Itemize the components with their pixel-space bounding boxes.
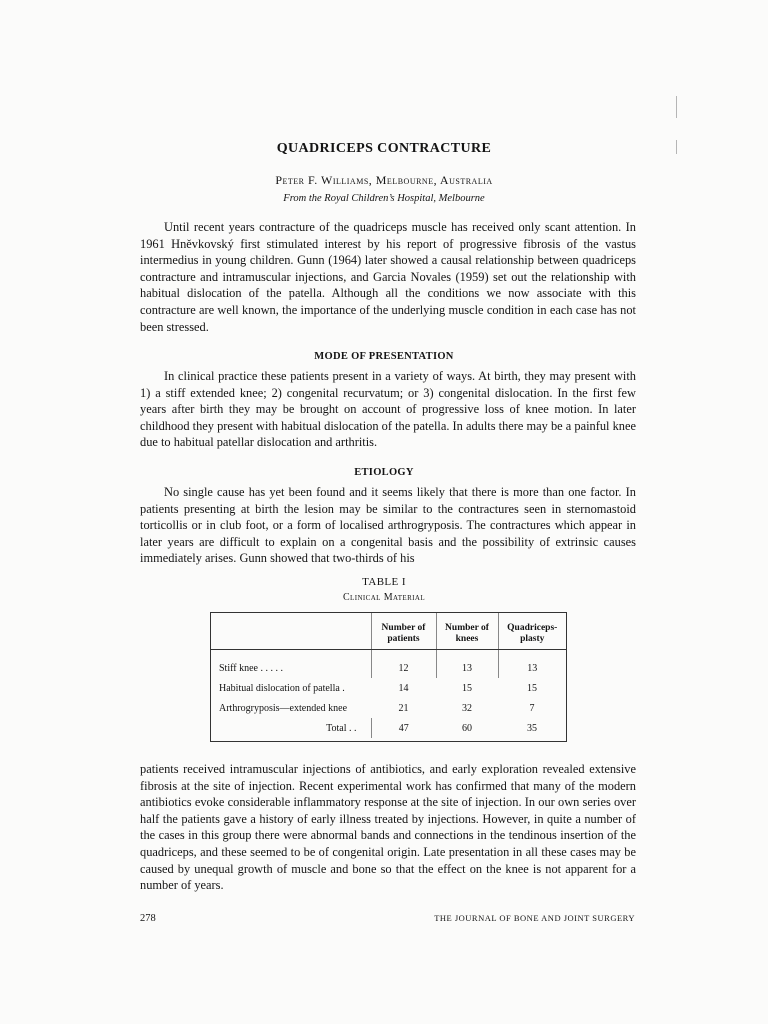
table-header-cell: Number of patients [371,613,436,650]
table-header-cell [211,613,371,650]
table-cell: 35 [527,722,537,734]
row-label: Stiff knee . . . . . [219,662,283,674]
section-heading: MODE OF PRESENTATION [314,351,454,362]
table-cell: 60 [462,722,472,734]
table-row [211,650,566,679]
scan-mark [676,96,677,118]
table-cell: 15 [527,682,537,694]
affiliation-line: From the Royal Children’s Hospital, Melbourne [283,193,485,204]
table-cell: 7 [529,702,535,714]
article-title: QUADRICEPS CONTRACTURE [276,141,492,156]
table-cell: 21 [398,702,409,714]
clinical-material-table [210,612,567,742]
author-line: Peter F. Williams, Melbourne, Australia [275,173,493,187]
table-cell: 13 [498,650,566,679]
table-cell: 13 [436,650,498,679]
table-row [211,678,566,698]
table-cell: 14 [398,682,409,694]
table-header-row [211,613,566,650]
table-title: TABLE I [362,576,406,588]
continuation-paragraph: patients received intramuscular injections of antibiotics, and early exploration revealed extensive fibrosis at the site of injection. Recent experimental work has confirmed that many of the modern antibiotics evoke considerable inflammatory response at the site of injection. In our own series over half the patients gave a history of early illness treated by injections. However, in quite a number of the cases in this group there were abnormal bands and connections in the tendinous insertion of the quadriceps, and these seemed to be of congenital origin. Late presentation in all these cases may be caused by unequal growth of muscle and bone so that the effect on the knee is not apparent for a number of years. [140,762,636,893]
table-cell: 32 [462,702,472,714]
table-cell: 12 [371,650,436,679]
intro-paragraph: Until recent years contracture of the quadriceps muscle has received only scant attention. In 1961 Hněvkovský first stimulated interest by his report of progressive fibrosis of the vastus intermedius in young children. Gunn (1964) later showed a causal relationship between quadriceps contracture and intramuscular injections, and Garcia Novales (1959) set out the relationship with habitual dislocation of the patella. Although all the conditions we now associate with this contracture are well known, the importance of the underlying muscle condition in each case has not been stressed. [140,220,636,334]
table-header-cell: Quadriceps-plasty [498,613,566,650]
table-cell: 15 [462,682,472,694]
journal-name: THE JOURNAL OF BONE AND JOINT SURGERY [434,913,635,923]
page-number: 278 [140,913,156,924]
total-label: Total . . [326,722,357,734]
table-cell: 47 [371,718,436,738]
row-label: Arthrogryposis—extended knee [219,702,348,714]
section-paragraph: In clinical practice these patients present in a variety of ways. At birth, they may present with 1) a stiff extended knee; 2) congenital recurvatum; or 3) congenital dislocation. In the first few years after birth they may be brought on account of progressive loss of knee motion. In later childhood they present with habitual dislocation of the patella. In adults there may be a painful knee due to habitual patellar dislocation and arthritis. [140,369,636,450]
section-heading: ETIOLOGY [354,467,414,478]
table-header-cell: Number of knees [436,613,498,650]
section-paragraph: No single cause has yet been found and it seems likely that there is more than one factor. In patients presenting at birth the lesion may be similar to the contractures seen in sternomastoid torticollis or in club foot, or a form of localised arthrogryposis. The contractures which appear in later years are difficult to explain on a congenital basis and the possibility of extrinsic causes immediately arises. Gunn showed that two-thirds of his [140,485,636,566]
table-subtitle: Clinical Material [342,592,426,603]
table-row [211,698,566,718]
table-total-row [211,718,566,738]
row-label: Habitual dislocation of patella . [219,682,345,694]
